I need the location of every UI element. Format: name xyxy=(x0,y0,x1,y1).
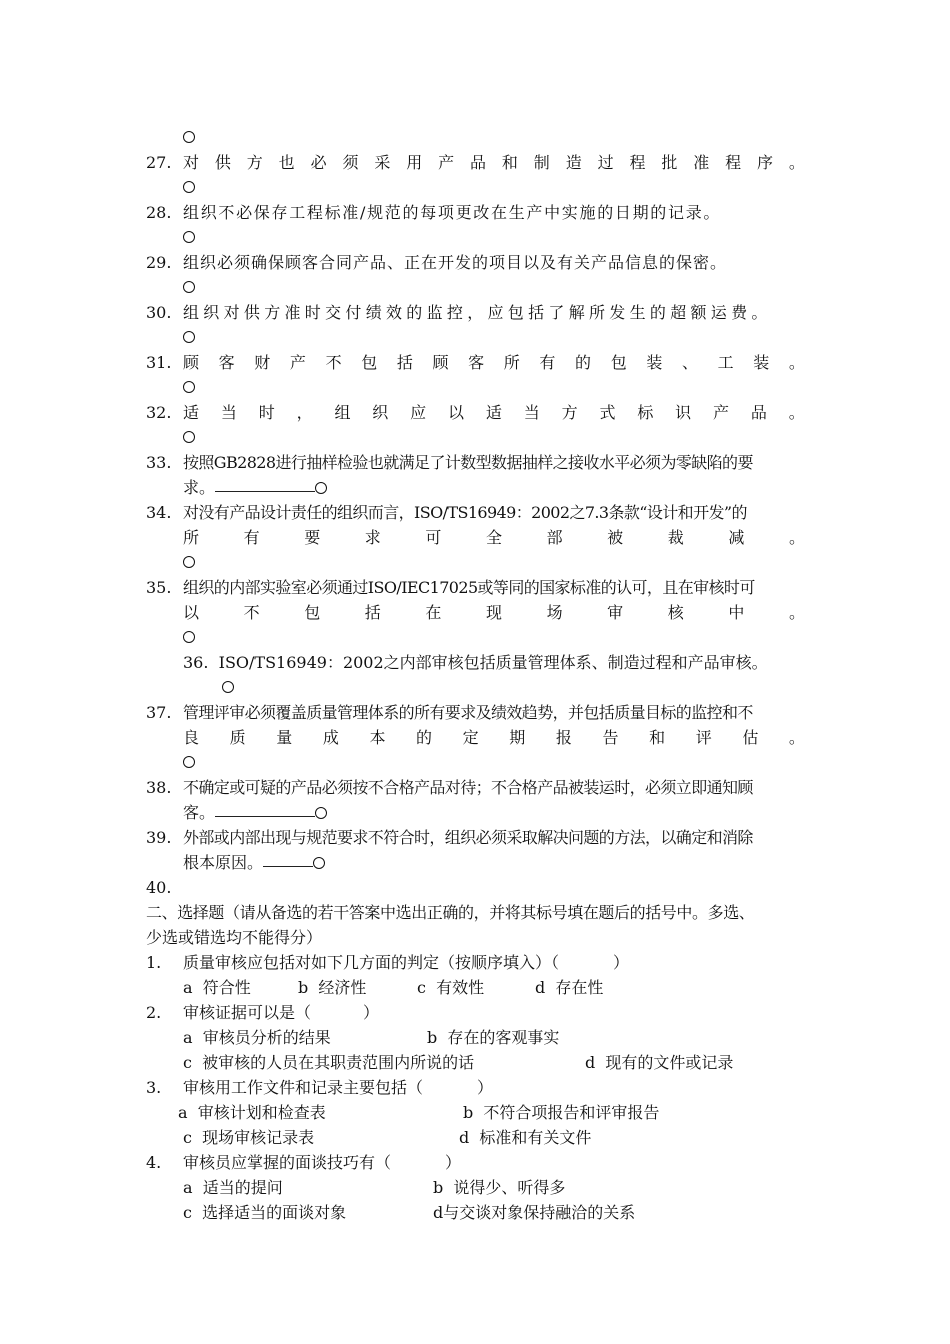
option-a: a 审核计划和检查表 xyxy=(178,1103,326,1122)
text-char: 序 xyxy=(757,153,774,172)
answer-circle xyxy=(315,482,327,494)
text-char: 现 xyxy=(485,603,502,622)
text-char: 量 xyxy=(276,728,293,747)
answer-circle xyxy=(183,231,195,243)
answer-circle xyxy=(183,381,195,393)
mc-question-number: 1. xyxy=(146,953,162,972)
question-number: 37. xyxy=(146,703,172,722)
text-char: 定 xyxy=(462,728,479,747)
question-34-text: 对没有产品设计责任的组织而言，ISO/TS16949：2002之7.3条款“设计和开发”的 xyxy=(183,503,747,522)
text-char: ， xyxy=(296,403,313,422)
text-char: 的 xyxy=(416,728,433,747)
text-char: 。 xyxy=(788,728,805,747)
text-char: 良 xyxy=(183,728,200,747)
text-char: 装 xyxy=(753,353,770,372)
text-char: 和 xyxy=(649,728,666,747)
question-35-text: 组织的内部实验室必须通过ISO/IEC17025或等同的国家标准的认可，且在审核时可 xyxy=(183,578,755,597)
option-c: c 被审核的人员在其职责范围内所说的话 xyxy=(183,1053,475,1072)
question-36-text: 36. ISO/TS16949：2002之内部审核包括质量管理体系、制造过程和产品审核。 xyxy=(183,653,768,672)
question-34-line2 xyxy=(183,528,805,548)
text-char: 裁 xyxy=(667,528,684,547)
question-31-text xyxy=(183,353,805,373)
answer-circle xyxy=(222,681,234,693)
text-char: 以 xyxy=(448,403,465,422)
text-char: 估 xyxy=(742,728,759,747)
question-37-line2 xyxy=(183,728,805,748)
text-char: 供 xyxy=(214,153,231,172)
option-d: d 标准和有关文件 xyxy=(459,1128,592,1147)
text-char: 顾 xyxy=(183,353,200,372)
text-char: 客 xyxy=(468,353,485,372)
question-27-text xyxy=(183,153,805,173)
text-char: 括 xyxy=(396,353,413,372)
text-char: 必 xyxy=(310,153,327,172)
answer-circle xyxy=(183,756,195,768)
text-char: 全 xyxy=(485,528,502,547)
answer-circle xyxy=(183,556,195,568)
question-number: 38. xyxy=(146,778,172,797)
text-char: 当 xyxy=(220,403,237,422)
section-heading: 二、选择题（请从备选的若干答案中选出正确的，并将其标号填在题后的括号中。多选、 xyxy=(146,903,755,922)
text-char: 当 xyxy=(523,403,540,422)
option-a: a 符合性 xyxy=(183,978,251,997)
text-char: 过 xyxy=(597,153,614,172)
text-char: 场 xyxy=(546,603,563,622)
text-char: 对 xyxy=(183,153,200,172)
text-char: 方 xyxy=(246,153,263,172)
text-char: 造 xyxy=(565,153,582,172)
text-char: 标 xyxy=(637,403,654,422)
question-number: 40. xyxy=(146,878,172,897)
question-number: 33. xyxy=(146,453,172,472)
option-d: d 存在性 xyxy=(535,978,604,997)
option-c: c 现场审核记录表 xyxy=(183,1128,315,1147)
option-c: c 选择适当的面谈对象 xyxy=(183,1203,347,1222)
text-char: 品 xyxy=(470,153,487,172)
mc-question-3-text: 审核用工作文件和记录主要包括（ ） xyxy=(183,1078,494,1097)
text-char: 成 xyxy=(322,728,339,747)
answer-circle xyxy=(315,807,327,819)
text-char: 品 xyxy=(750,403,767,422)
text-char: 须 xyxy=(342,153,359,172)
text-char: 在 xyxy=(425,603,442,622)
text-char: 客 xyxy=(218,353,235,372)
option-b: b 经济性 xyxy=(298,978,367,997)
text-char: 所 xyxy=(183,528,200,547)
section-heading-line2: 少选或错选均不能得分） xyxy=(146,928,323,947)
question-28-text: 组织不必保存工程标准/规范的每项更改在生产中实施的日期的记录。 xyxy=(183,203,722,222)
text-char: 产 xyxy=(713,403,730,422)
option-c: c 有效性 xyxy=(417,978,485,997)
option-b: b 不符合项报告和评审报告 xyxy=(463,1103,660,1122)
option-a: a 适当的提问 xyxy=(183,1178,283,1197)
text-char: 本 xyxy=(369,728,386,747)
text-char: 装 xyxy=(646,353,663,372)
text-char: 有 xyxy=(243,528,260,547)
question-30-text: 组织对供方准时交付绩效的监控，应包括了解所发生的超额运费。 xyxy=(183,303,772,322)
question-number: 34. xyxy=(146,503,172,522)
mc-question-4-text: 审核员应掌握的面谈技巧有（ ） xyxy=(183,1153,462,1172)
mc-question-number: 4. xyxy=(146,1153,162,1172)
text-char: 适 xyxy=(485,403,502,422)
text-char: 程 xyxy=(725,153,742,172)
question-number: 39. xyxy=(146,828,172,847)
text-char: 。 xyxy=(788,403,805,422)
answer-circle xyxy=(183,131,195,143)
text-char: 工 xyxy=(717,353,734,372)
mc-question-number: 3. xyxy=(146,1078,162,1097)
text-char: 减 xyxy=(728,528,745,547)
question-39-line2: 根本原因。 xyxy=(183,853,325,873)
text-char: 顾 xyxy=(432,353,449,372)
option-a: a 审核员分析的结果 xyxy=(183,1028,331,1047)
text-char: 产 xyxy=(438,153,455,172)
answer-blank xyxy=(215,816,315,817)
text-char: 。 xyxy=(788,353,805,372)
text-char: 。 xyxy=(788,153,805,172)
text-char: 不 xyxy=(325,353,342,372)
question-33-line2: 求。 xyxy=(183,478,327,498)
answer-blank xyxy=(263,866,313,867)
option-b: b 说得少、听得多 xyxy=(433,1178,566,1197)
option-d: d与交谈对象保持融洽的关系 xyxy=(433,1203,636,1222)
text-char: 也 xyxy=(278,153,295,172)
answer-blank xyxy=(215,491,315,492)
text-char: 式 xyxy=(599,403,616,422)
text-char: 有 xyxy=(539,353,556,372)
text-char: 报 xyxy=(555,728,572,747)
option-b: b 存在的客观事实 xyxy=(427,1028,560,1047)
text-char: 所 xyxy=(503,353,520,372)
text-char: 和 xyxy=(501,153,518,172)
text-char: 包 xyxy=(361,353,378,372)
mc-question-1-text: 质量审核应包括对如下几方面的判定（按顺序填入）（ ） xyxy=(183,953,630,972)
question-32-text xyxy=(183,403,805,423)
text-char: 要 xyxy=(304,528,321,547)
option-d: d 现有的文件或记录 xyxy=(585,1053,734,1072)
text-char: 识 xyxy=(675,403,692,422)
question-number: 32. xyxy=(146,403,172,422)
question-number: 29. xyxy=(146,253,172,272)
text-char: 包 xyxy=(610,353,627,372)
text-char: 被 xyxy=(607,528,624,547)
text-char: 制 xyxy=(533,153,550,172)
text-char: 准 xyxy=(693,153,710,172)
question-38-text: 不确定或可疑的产品必须按不合格产品对待；不合格产品被装运时，必须立即通知顾 xyxy=(183,778,753,797)
mc-question-number: 2. xyxy=(146,1003,162,1022)
question-39-text: 外部或内部出现与规范要求不符合时，组织必须采取解决问题的方法，以确定和消除 xyxy=(183,828,753,847)
text-char: 。 xyxy=(788,528,805,547)
answer-circle xyxy=(313,857,325,869)
answer-circle xyxy=(183,331,195,343)
text-char: 时 xyxy=(258,403,275,422)
text-char: 包 xyxy=(304,603,321,622)
text-char: 部 xyxy=(546,528,563,547)
text-char: 、 xyxy=(681,353,698,372)
text-char: 财 xyxy=(254,353,271,372)
text-char: 中 xyxy=(728,603,745,622)
text-char: 的 xyxy=(575,353,592,372)
question-number: 35. xyxy=(146,578,172,597)
question-29-text: 组织必须确保顾客合同产品、正在开发的项目以及有关产品信息的保密。 xyxy=(183,253,728,272)
text-char: 适 xyxy=(183,403,200,422)
text-char: 告 xyxy=(602,728,619,747)
text-char: 方 xyxy=(561,403,578,422)
text-char: 用 xyxy=(406,153,423,172)
answer-circle xyxy=(183,281,195,293)
question-number: 28. xyxy=(146,203,172,222)
question-33-text: 按照GB2828进行抽样检验也就满足了计数型数据抽样之接收水平必须为零缺陷的要 xyxy=(183,453,753,472)
question-number: 30. xyxy=(146,303,172,322)
text-char: 批 xyxy=(661,153,678,172)
text-char: 评 xyxy=(695,728,712,747)
text-char: 期 xyxy=(509,728,526,747)
text-char: 产 xyxy=(289,353,306,372)
text-char: 核 xyxy=(667,603,684,622)
question-38-line2: 客。 xyxy=(183,803,327,823)
text-char: 可 xyxy=(425,528,442,547)
text-char: 求 xyxy=(364,528,381,547)
question-number: 27. xyxy=(146,153,172,172)
text-char: 应 xyxy=(410,403,427,422)
text-char: 质 xyxy=(229,728,246,747)
text-char: 括 xyxy=(364,603,381,622)
text-char: 采 xyxy=(374,153,391,172)
text-char: 织 xyxy=(372,403,389,422)
text-char: 不 xyxy=(243,603,260,622)
question-35-line2 xyxy=(183,603,805,623)
answer-circle xyxy=(183,631,195,643)
text-char: 。 xyxy=(788,603,805,622)
question-37-text: 管理评审必须覆盖质量管理体系的所有要求及绩效趋势，并包括质量目标的监控和不 xyxy=(183,703,753,722)
text-char: 以 xyxy=(183,603,200,622)
answer-circle xyxy=(183,181,195,193)
text-char: 程 xyxy=(629,153,646,172)
question-number: 31. xyxy=(146,353,172,372)
answer-circle xyxy=(183,431,195,443)
text-char: 组 xyxy=(334,403,351,422)
mc-question-2-text: 审核证据可以是（ ） xyxy=(183,1003,380,1022)
text-char: 审 xyxy=(607,603,624,622)
